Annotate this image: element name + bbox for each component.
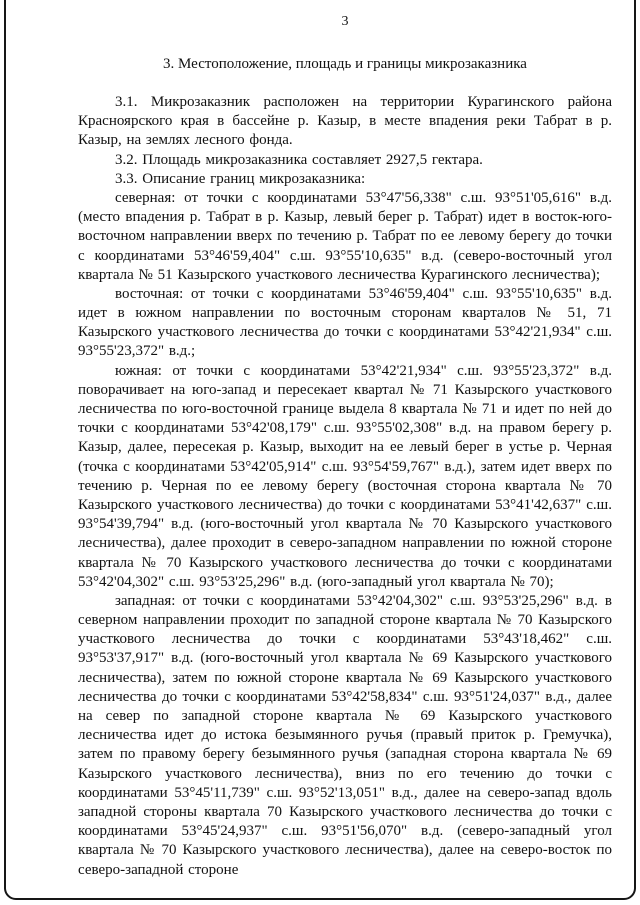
section-heading: 3. Местоположение, площадь и границы микрозаказника [163,56,527,72]
paragraph-3-1: 3.1. Микрозаказник расположен на территории Курагинского района Красноярского края в бассейне р. Казыр, в месте впадения реки Табрат в р. Казыр, на землях лесного фонда. [78,94,612,149]
paragraph-boundary-north: северная: от точки с координатами 53°47'56,338" с.ш. 93°51'05,616" в.д. (место впадения р. Табрат в р. Казыр, левый берег р. Табрат) идет в восток-юго-восточном направлении вверх по течению р. Табрат по ее левому берегу до точки с координатами 53°46'59,404" с.ш. 93°55'10,635" в.д. (северо-восточный угол квартала № 51 Казырского участкового лесничества Курагинского лесничества); [78,189,612,283]
page-number: 3 [341,14,349,29]
paragraph-boundary-west: западная: от точки с координатами 53°42'04,302" с.ш. 93°53'25,296" в.д. в северном направлении проходит по западной стороне квартала № 70 Казырского участкового лесничества до точки с координатами 53°43'18,462" с.ш. 93°53'37,917" в.д. (юго-восточный угол квартала № 69 Казырского участкового лесничества), затем по южной стороне квартала № 69 Казырского участкового лесничества до точки с координатами 53°42'58,834" с.ш. 93°51'24,037" в.д., далее на север по западной стороне квартала № 69 Казырского участкового лесничества идет до истока безымянного ручья (правый приток р. Гремучка), затем по правому берегу безымянного ручья (западная сторона квартала № 69 Казырского участкового лесничества), вниз по его течению до точки с координатами 53°45'11,739" с.ш. 93°52'13,051" в.д., далее на северо-запад вдоль западной стороны квартала 70 Казырского участкового лесничества до точки с координатами 53°45'24,937" с.ш. 93°51'56,070" в.д. (северо-западный угол квартала № 70 Казырского участкового лесничества), далее на северо-восток по северо-западной стороне [78,592,612,878]
paragraph-3-3: 3.3. Описание границ микрозаказника: [115,170,366,187]
paragraph-boundary-east: восточная: от точки с координатами 53°46'59,404" с.ш. 93°55'10,635" в.д. идет в южном направлении по восточным сторонам кварталов № 51, 71 Казырского участкового лесничества до точки с координатами 53°42'21,934" с.ш. 93°55'23,372" в.д.; [78,285,612,360]
paragraph-boundary-south: южная: от точки с координатами 53°42'21,934" с.ш. 93°55'23,372" в.д. поворачивает на юго-запад и пересекает квартал № 71 Казырского участкового лесничества по юго-восточной границе выдела 8 квартала № 71 и идет по ней до точки с координатами 53°42'08,179" с.ш. 93°55'02,308" в.д. на правом берегу р. Казыр, далее, пересекая р. Казыр, выходит на ее левый берег в устье р. Черная (точка с координатами 53°42'05,914" с.ш. 93°54'59,767" в.д.), затем идет вверх по течению р. Черная по ее левому берегу (восточная сторона квартала № 70 Казырского участкового лесничества) до точки с координатами 53°41'42,637" с.ш. 93°54'39,794" в.д. (юго-восточный угол квартала № 70 Казырского участкового лесничества), далее проходит в северо-западном направлении по южной стороне квартала № 70 Казырского участкового лесничества до точки с координатами 53°42'04,302" с.ш. 93°53'25,296" в.д. (юго-западный угол квартала № 70); [78,362,612,590]
page-content [78,14,612,880]
paragraph-3-2: 3.2. Площадь микрозаказника составляет 2927,5 гектара. [115,151,483,168]
